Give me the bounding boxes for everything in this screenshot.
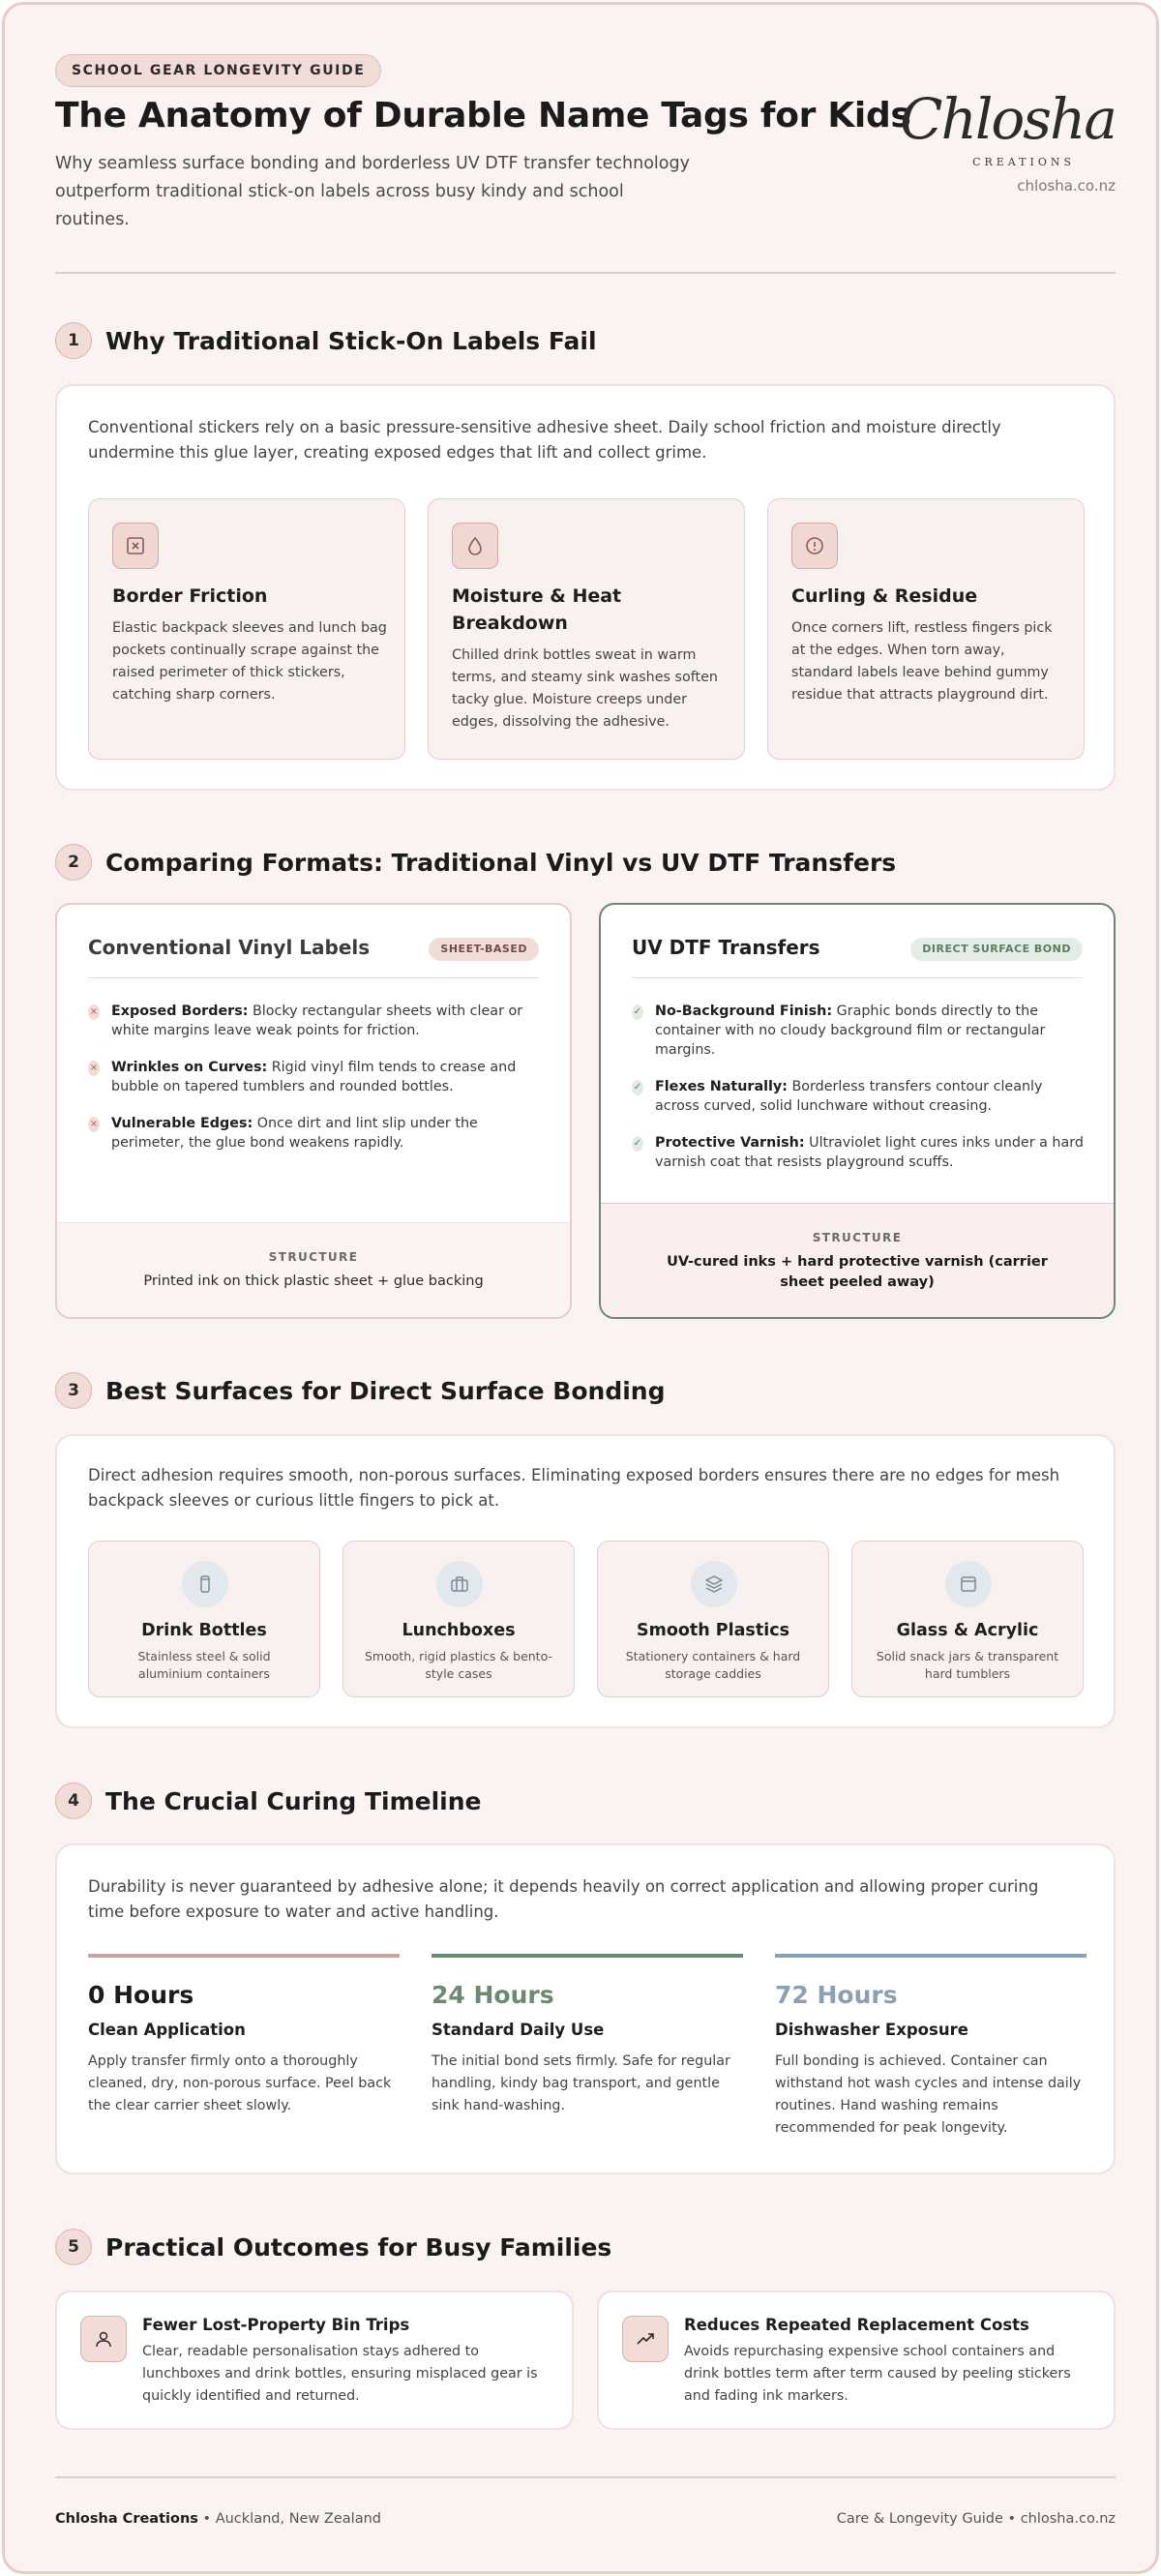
timeline-time: 24 Hours xyxy=(432,1981,554,2009)
divider xyxy=(88,977,539,978)
comparison-title: UV DTF Transfers xyxy=(632,936,820,959)
page-subtitle: Why seamless surface bonding and borderless UV DTF transfer technology outperform traditional stick-on labels across busy kindy and school routines. xyxy=(55,154,690,229)
user-icon xyxy=(80,2316,127,2362)
divider xyxy=(632,977,1083,978)
failure-title: Border Friction xyxy=(112,585,268,607)
section-lead: Durability is never guaranteed by adhesive alone; it depends heavily on correct application and allowing proper curing time before exposure to water and active handling. xyxy=(88,1877,1039,1921)
timeline-bar xyxy=(88,1954,400,1958)
section-1-heading xyxy=(55,321,597,360)
section-number: 5 xyxy=(55,2229,92,2265)
timeline-text: Apply transfer firmly onto a thoroughly cleaned, dry, non-porous surface. Peel back the clear carrier sheet slowly. xyxy=(88,2053,392,2113)
timeline-time: 72 Hours xyxy=(775,1981,898,2009)
surface-item xyxy=(342,1541,575,1697)
footer-brand xyxy=(55,2511,381,2527)
timeline-title: Dishwasher Exposure xyxy=(775,2021,968,2039)
timeline-time: 0 Hours xyxy=(88,1981,194,2009)
timeline-card xyxy=(55,1843,1116,2174)
section-number: 1 xyxy=(55,322,92,359)
timeline-title: Clean Application xyxy=(88,2021,246,2039)
x-mark-icon: × xyxy=(88,1004,100,1020)
structure-text: UV-cured inks + hard protective varnish (carrier sheet peeled away) xyxy=(667,1254,1048,1290)
alert-circle-icon xyxy=(791,523,838,569)
lunchbox-icon xyxy=(436,1561,483,1607)
section-number: 4 xyxy=(55,1782,92,1819)
footer-right: Care & Longevity Guide • chlosha.co.nz xyxy=(836,2511,1116,2527)
section-5-heading xyxy=(55,2228,611,2266)
layers-icon xyxy=(691,1561,737,1607)
failure-item xyxy=(88,498,405,760)
logo-wordmark: Chlosha xyxy=(900,86,1116,152)
vinyl-comparison-card xyxy=(55,903,572,1319)
failure-title: Curling & Residue xyxy=(791,585,978,607)
outcome-text: Avoids repurchasing expensive school containers and drink bottles term after term caused by peeling stickers and fading ink markers. xyxy=(684,2344,1071,2404)
section-lead: Conventional stickers rely on a basic pressure-sensitive adhesive sheet. Daily school friction and moisture directly undermine this glue layer, creating exposed edges that lift and collect grime. xyxy=(88,418,1001,462)
surface-title: Glass & Acrylic xyxy=(896,1621,1039,1640)
check-icon: ✓ xyxy=(632,1080,643,1095)
item-heading: Protective Varnish: xyxy=(655,1135,805,1151)
item-text: Graphic bonds directly to the container with no cloudy background film or rectangular margins. xyxy=(655,1003,1046,1058)
outcome-title: Fewer Lost-Property Bin Trips xyxy=(142,2316,410,2334)
timeline-bar xyxy=(775,1954,1087,1958)
uvdtf-comparison-card xyxy=(599,903,1116,1319)
item-text: Once dirt and lint slip under the perimeter, the glue bond weakens rapidly. xyxy=(111,1116,478,1151)
timeline-title: Standard Daily Use xyxy=(432,2021,605,2039)
outcome-card xyxy=(597,2291,1116,2430)
format-tag: SHEET-BASED xyxy=(429,938,539,961)
logo-subtitle: CREATIONS xyxy=(972,156,1075,168)
surface-item xyxy=(88,1541,320,1697)
failure-item xyxy=(428,498,745,760)
item-heading: Vulnerable Edges: xyxy=(111,1116,253,1131)
item-heading: No-Background Finish: xyxy=(655,1003,833,1019)
failure-title: Moisture & Heat Breakdown xyxy=(452,585,622,634)
timeline-step xyxy=(88,1954,400,2117)
footer-divider xyxy=(55,2476,1116,2478)
surface-text: Stationery containers & hard storage caddies xyxy=(625,1649,801,1681)
section-4-heading xyxy=(55,1782,481,1820)
surface-text: Stainless steel & solid aluminium containers xyxy=(137,1649,271,1681)
item-text: Ultraviolet light cures inks under a hard varnish coat that resists playground scuffs. xyxy=(655,1135,1084,1170)
benefit-list xyxy=(632,1002,1087,1189)
page-frame xyxy=(2,2,1159,2574)
website-link[interactable]: chlosha.co.nz xyxy=(1017,177,1116,195)
outcome-text: Clear, readable personalisation stays adhered to lunchboxes and drink bottles, ensuring misplaced gear is quickly identified and returned. xyxy=(142,2344,538,2404)
format-tag: DIRECT SURFACE BOND xyxy=(910,938,1083,961)
comparison-title: Conventional Vinyl Labels xyxy=(88,936,371,959)
footer-location: • Auckland, New Zealand xyxy=(197,2511,381,2527)
surface-title: Smooth Plastics xyxy=(636,1621,789,1640)
failure-item xyxy=(767,498,1085,760)
list-item xyxy=(88,1114,543,1153)
section-3-heading xyxy=(55,1371,666,1410)
failure-text: Chilled drink bottles sweat in warm terms, and steamy sink washes soften tacky glue. Moisture creeps under edges, dissolving the adhesive. xyxy=(452,647,718,730)
section-2-heading xyxy=(55,843,896,882)
structure-text: Printed ink on thick plastic sheet + glue backing xyxy=(143,1273,484,1289)
section-title: Practical Outcomes for Busy Families xyxy=(105,2232,612,2261)
timeline-step xyxy=(775,1954,1087,2140)
item-heading: Wrinkles on Curves: xyxy=(111,1060,268,1075)
bottle-icon xyxy=(182,1561,228,1607)
structure-footer xyxy=(57,1222,570,1317)
drawback-list xyxy=(88,1002,543,1170)
failure-text: Once corners lift, restless fingers pick at the edges. When torn away, standard labels leave behind gummy residue that attracts playground dirt. xyxy=(791,620,1053,703)
list-item xyxy=(632,1002,1087,1060)
item-text: Blocky rectangular sheets with clear or white margins leave weak points for friction. xyxy=(111,1003,523,1038)
outcome-card xyxy=(55,2291,574,2430)
timeline-bar xyxy=(432,1954,743,1958)
x-square-icon xyxy=(112,523,159,569)
section-title: The Crucial Curing Timeline xyxy=(105,1786,482,1815)
surface-item xyxy=(851,1541,1084,1697)
list-item xyxy=(632,1133,1087,1172)
item-heading: Exposed Borders: xyxy=(111,1003,249,1019)
timeline-text: The initial bond sets firmly. Safe for regular handling, kindy bag transport, and gentle sink hand-washing. xyxy=(432,2053,730,2113)
droplet-icon xyxy=(452,523,498,569)
failure-card xyxy=(55,384,1116,791)
page-title: The Anatomy of Durable Name Tags for Kids xyxy=(55,96,911,135)
x-mark-icon: × xyxy=(88,1117,100,1132)
brand-logo xyxy=(900,86,1116,202)
structure-footer xyxy=(601,1203,1114,1317)
footer-brand-name: Chlosha Creations xyxy=(55,2511,198,2527)
section-title: Best Surfaces for Direct Surface Bonding xyxy=(105,1376,666,1405)
surface-title: Drink Bottles xyxy=(141,1621,267,1640)
failure-text: Elastic backpack sleeves and lunch bag pockets continually scrape against the raised perimeter of thick stickers, catching sharp corners. xyxy=(112,620,387,703)
surface-text: Solid snack jars & transparent hard tumblers xyxy=(876,1649,1059,1681)
surfaces-card xyxy=(55,1434,1116,1728)
trending-up-icon xyxy=(622,2316,669,2362)
item-heading: Flexes Naturally: xyxy=(655,1079,788,1094)
section-title: Comparing Formats: Traditional Vinyl vs UV DTF Transfers xyxy=(105,848,897,877)
section-number: 2 xyxy=(55,844,92,881)
surface-text: Smooth, rigid plastics & bento-style cases xyxy=(365,1649,552,1681)
section-title: Why Traditional Stick-On Labels Fail xyxy=(105,326,597,355)
timeline-step xyxy=(432,1954,743,2117)
item-text: Borderless transfers contour cleanly across curved, solid lunchware without creasing. xyxy=(655,1079,1043,1114)
surface-title: Lunchboxes xyxy=(402,1621,516,1640)
item-text: Rigid vinyl film tends to crease and bubble on tapered tumblers and rounded bottles. xyxy=(111,1060,517,1094)
section-lead: Direct adhesion requires smooth, non-porous surfaces. Eliminating exposed borders ensures there are no edges for mesh backpack sleeves or curious little fingers to pick at. xyxy=(88,1466,1060,1510)
section-number: 3 xyxy=(55,1372,92,1409)
check-icon: ✓ xyxy=(632,1004,643,1020)
check-icon: ✓ xyxy=(632,1136,643,1152)
structure-label: STRUCTURE xyxy=(812,1231,903,1244)
timeline-text: Full bonding is achieved. Container can withstand hot wash cycles and intense daily routines. Hand washing remains recommended for peak longevity. xyxy=(775,2053,1082,2136)
x-mark-icon: × xyxy=(88,1061,100,1076)
outcome-title: Reduces Repeated Replacement Costs xyxy=(684,2316,1029,2334)
jar-icon xyxy=(945,1561,992,1607)
surface-item xyxy=(597,1541,829,1697)
list-item xyxy=(88,1058,543,1096)
list-item xyxy=(88,1002,543,1040)
structure-label: STRUCTURE xyxy=(268,1250,359,1264)
list-item xyxy=(632,1077,1087,1116)
header-divider xyxy=(55,272,1116,274)
eyebrow-badge: SCHOOL GEAR LONGEVITY GUIDE xyxy=(55,54,381,87)
